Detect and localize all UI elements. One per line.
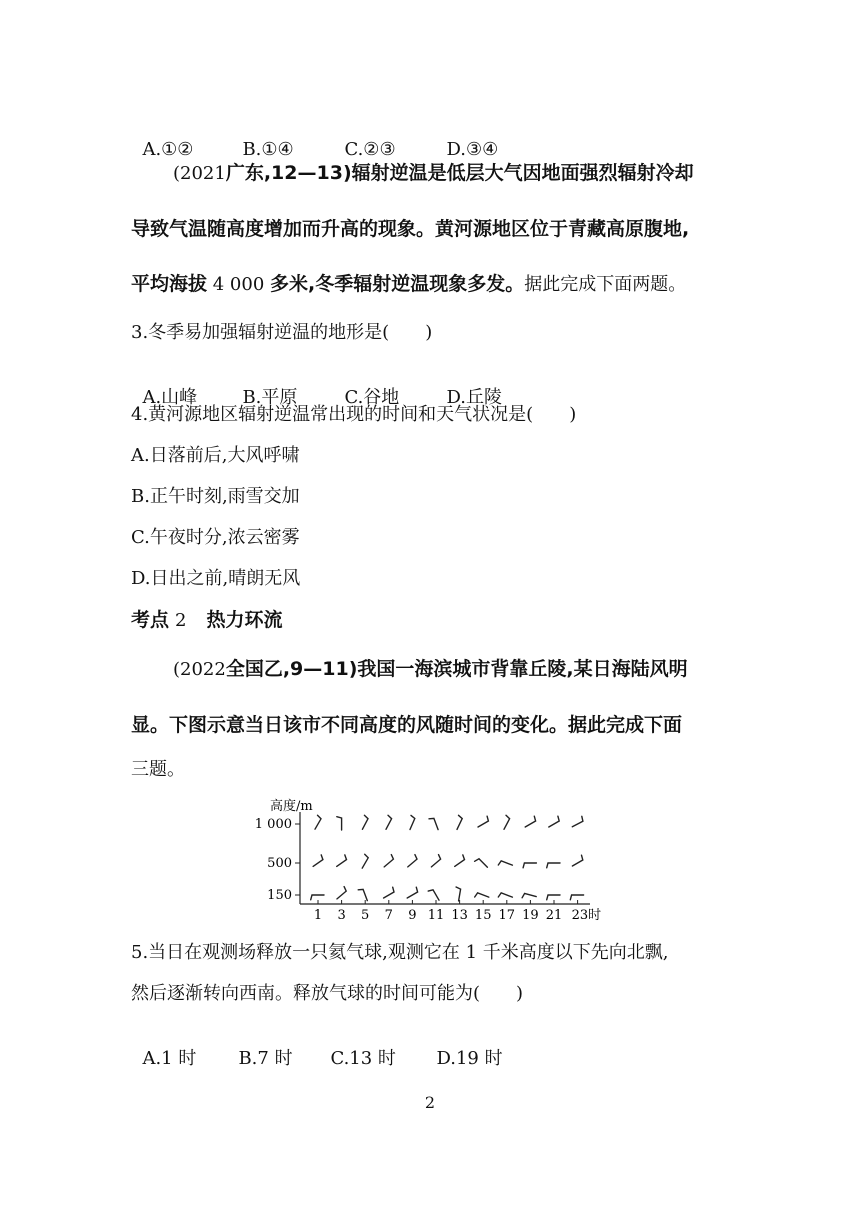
chart-y-ticks: [295, 824, 300, 895]
q4-option-c: C.午夜时分,浓云密雾: [131, 527, 300, 548]
section-heading: [131, 608, 282, 633]
xtick-label: 17: [498, 908, 516, 923]
wind-barb: [547, 895, 560, 900]
q4-option-b: B.正午时刻,雨雪交加: [131, 486, 300, 507]
wind-chart: [254, 792, 602, 924]
q4-stem: 4.黄河源地区辐射逆温常出现的时间和天气状况是( ): [131, 404, 577, 425]
q2-option-b: B.①④: [242, 139, 294, 160]
wind-barb: [504, 815, 510, 829]
wind-barb: [475, 893, 489, 897]
wind-barb: [572, 855, 582, 866]
wind-barb: [337, 887, 346, 899]
q2-options: [131, 114, 498, 162]
wind-barb: [429, 818, 438, 829]
wind-barb: [455, 855, 465, 867]
wind-barb: [313, 855, 323, 867]
wind-barb: [410, 815, 415, 829]
q5-option-c: C.13 时: [330, 1048, 396, 1069]
xtick-label: 19: [522, 908, 539, 923]
wind-barb: [456, 887, 461, 901]
ytick-500: 500: [267, 856, 292, 871]
wind-barb: [428, 890, 439, 900]
xtick-label: 5: [361, 908, 370, 923]
intro2-line1-text: 全国乙,9—11)我国一海滨城市背靠丘陵,某日海陆风明: [225, 658, 688, 680]
q5-options: [131, 1023, 503, 1071]
chart-wind-barbs: [311, 815, 584, 901]
q2-option-d: D.③④: [446, 139, 499, 160]
xtick-label: 15: [474, 908, 492, 923]
section-title: 热力环流: [206, 609, 283, 631]
intro1-line3: 平均海拔 4 000 多米,冬季辐射逆温现象多发。据此完成下面两题。: [131, 273, 687, 295]
intro1-source: (2021: [173, 163, 226, 184]
wind-barb: [384, 887, 394, 898]
q3-option-a: A.山峰: [142, 387, 198, 408]
ytick-150: 150: [267, 888, 292, 903]
wind-barb: [522, 893, 536, 897]
q3-stem: 3.冬季易加强辐射逆温的地形是( ): [131, 322, 433, 343]
page-number: 2: [424, 1093, 436, 1112]
intro1-line2: 导致气温随高度增加而升高的现象。黄河源地区位于青藏高原腹地,: [131, 218, 690, 240]
wind-barb: [570, 895, 583, 900]
q3-option-c: C.谷地: [344, 387, 400, 408]
wind-barb: [523, 863, 536, 868]
wind-barb: [362, 815, 368, 829]
xtick-label: 9: [408, 908, 417, 923]
ytick-1000: 1 000: [254, 817, 292, 832]
q2-option-a: A.①②: [142, 139, 194, 160]
wind-barb: [337, 817, 342, 830]
q5-option-b: B.7 时: [238, 1048, 293, 1069]
wind-barb: [311, 895, 324, 900]
wind-barb: [386, 815, 392, 829]
q5-stem-line1: 5.当日在观测场释放一只氦气球,观测它在 1 千米高度以下先向北飘,: [131, 942, 669, 963]
q4-option-a: A.日落前后,大风呼啸: [131, 445, 300, 466]
wind-barb: [337, 855, 347, 867]
wind-barb: [498, 861, 512, 865]
wind-barb: [431, 855, 440, 867]
wind-barb: [408, 855, 417, 867]
q3-option-b: B.平原: [242, 387, 298, 408]
wind-barb: [478, 816, 488, 827]
wind-barb: [525, 816, 535, 827]
intro1-line1-text: 广东,12—13)辐射逆温是低层大气因地面强烈辐射冷却: [225, 162, 694, 184]
wind-barb: [549, 816, 559, 827]
wind-barb: [547, 863, 560, 868]
q5-option-a: A.1 时: [142, 1048, 197, 1069]
wind-barb: [384, 855, 393, 867]
section-num: 2: [175, 610, 187, 631]
q3-option-d: D.丘陵: [446, 387, 502, 408]
wind-barb: [315, 815, 321, 829]
xtick-label: 11: [427, 908, 445, 923]
q5-stem-line2: 然后逐渐转向西南。释放气球的时间可能为( ): [131, 983, 524, 1004]
xtick-label: 1: [313, 908, 323, 923]
wind-barb: [498, 893, 512, 897]
q5-option-d: D.19 时: [436, 1048, 503, 1069]
intro1-line1: [173, 161, 694, 186]
wind-barb: [475, 859, 488, 867]
intro2-line1: [173, 657, 688, 682]
wind-barb: [457, 815, 462, 829]
wind-barb: [358, 889, 367, 900]
intro2-line3: 三题。: [131, 759, 185, 780]
intro2-line2: 显。下图示意当日该市不同高度的风随时间的变化。据此完成下面: [131, 714, 683, 736]
intro2-source: (2022: [173, 659, 226, 680]
chart-ylabel: 高度/m: [270, 799, 313, 814]
wind-barb: [407, 887, 417, 898]
q4-option-d: D.日出之前,晴朗无风: [131, 568, 301, 589]
xtick-label: 3: [337, 908, 346, 923]
xtick-label: 21: [545, 908, 563, 923]
section-label: 考点: [131, 609, 170, 631]
wind-barb: [362, 854, 368, 868]
wind-barb: [572, 816, 583, 827]
xtick-label: 7: [384, 908, 393, 923]
xtick-label: 13: [451, 908, 468, 923]
q2-option-c: C.②③: [344, 139, 396, 160]
xtick-label: 23时: [571, 908, 602, 923]
